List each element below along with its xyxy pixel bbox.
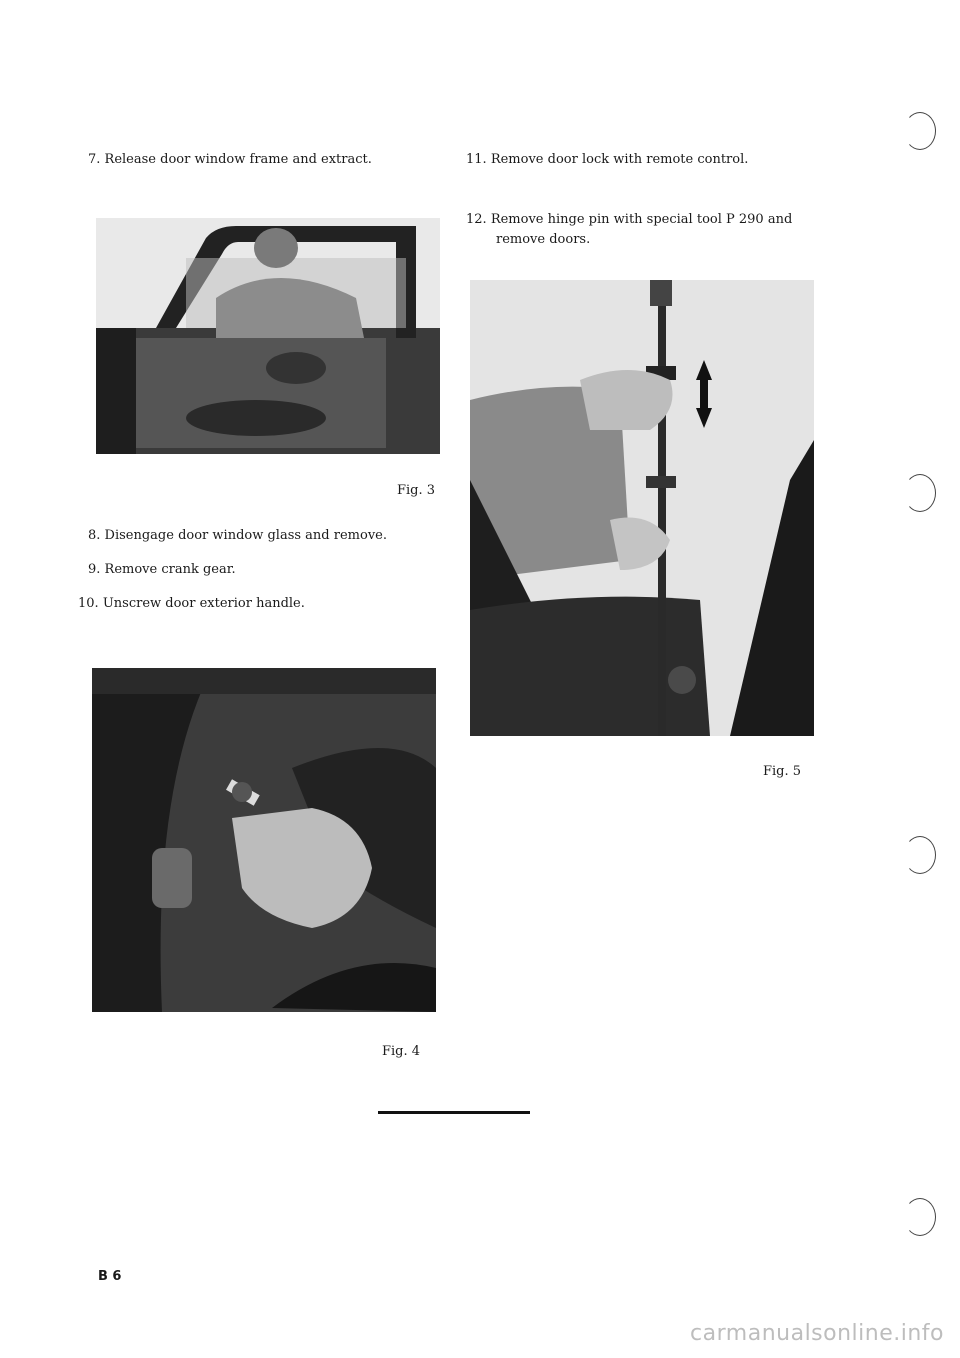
page-number: B 6 [98, 1269, 122, 1284]
step-text: Release door window frame and extract. [104, 152, 372, 167]
figure-4-caption: Fig. 4 [382, 1044, 421, 1059]
binder-hole-icon [904, 474, 936, 512]
section-divider [378, 1111, 530, 1114]
step-text: Unscrew door exterior handle. [102, 596, 305, 611]
step-text: Remove hinge pin with special tool P 290 and [490, 212, 793, 227]
figure-5-caption: Fig. 5 [763, 764, 802, 779]
binder-hole-icon [904, 112, 936, 150]
step-number: 12. [466, 212, 487, 227]
step-9 [88, 560, 236, 580]
step-text: Disengage door window glass and remove. [104, 528, 387, 543]
figure-3-photo [96, 218, 440, 454]
step-number: 11. [466, 152, 487, 167]
step-text: Remove crank gear. [104, 562, 236, 577]
step-number: 7. [88, 152, 101, 167]
binder-hole-icon [904, 836, 936, 874]
watermark: carmanualsonline.info [690, 1321, 944, 1346]
step-10 [78, 594, 305, 614]
binder-hole-icon [904, 1198, 936, 1236]
step-11 [466, 150, 748, 170]
step-number: 9. [88, 562, 101, 577]
step-8 [88, 526, 387, 546]
step-12-continued: remove doors. [496, 232, 591, 247]
step-number: 8. [88, 528, 101, 543]
figure-4-photo [92, 668, 436, 1012]
step-12 [466, 210, 792, 230]
figure-5-photo [470, 280, 814, 736]
step-text: Remove door lock with remote control. [490, 152, 749, 167]
figure-3-caption: Fig. 3 [397, 483, 436, 498]
step-number: 10. [78, 596, 99, 611]
step-7 [88, 150, 372, 170]
